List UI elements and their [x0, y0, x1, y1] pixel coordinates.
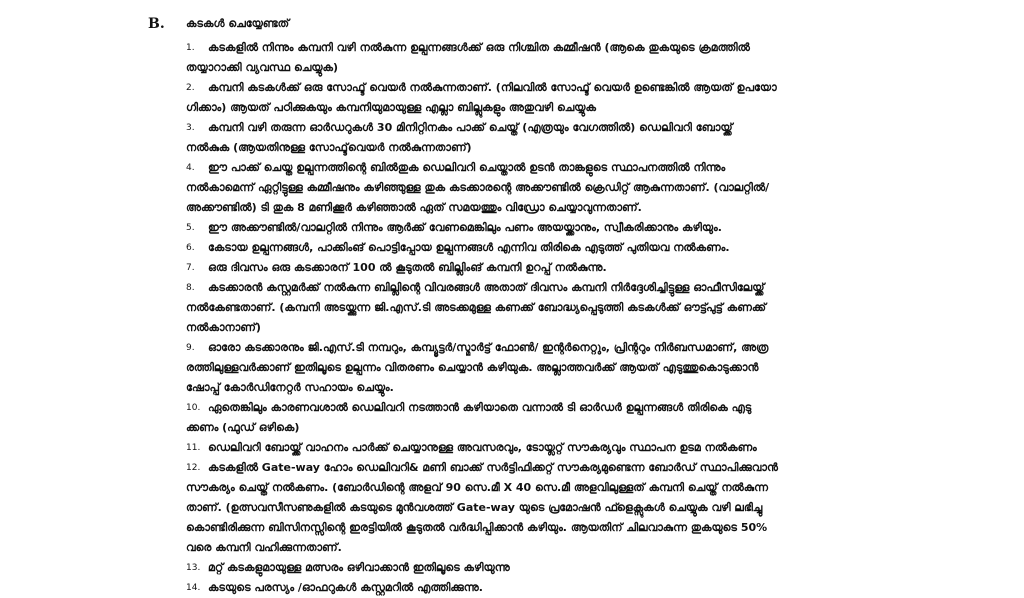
list-item [186, 578, 906, 598]
item-text-line: ഗിക്കാം) ആയത് പഠിക്കുകയും കമ്പനിയുമായുള്ള എല്ലാ ബില്ലുകളും അതുവഴി ചെയ്യുക [186, 101, 597, 114]
item-text-line: കൊണ്ടിരിക്കുന്ന ബിസിനസ്സിന്റെ ഇരട്ടിയിൽ കൂടുതൽ വർദ്ധിപ്പിക്കാൻ കഴിയും. ആയതിന് ചിലവാകുന്ന തുകയുടെ 50% [186, 521, 768, 534]
numbered-list [186, 38, 906, 598]
list-item [186, 78, 906, 118]
item-text [186, 118, 906, 158]
list-item [186, 158, 906, 218]
item-text-line: നൽകേണ്ടതാണ്. (കമ്പനി അടയ്ക്കുന്ന ജി.എസ്.ടി അടക്കമുള്ള കണക്ക് ബോദ്ധ്യപ്പെടുത്തി കടകൾക്ക് ഔട്ട്പുട്ട് കണക്ക് [186, 301, 766, 314]
item-number: 9. [186, 343, 195, 353]
list-item [186, 258, 906, 278]
item-number: 6. [186, 243, 195, 253]
item-text-line: തയ്യാറാക്കി വ്യവസ്ഥ ചെയ്യുക) [186, 61, 339, 74]
list-item [186, 398, 906, 438]
item-text-line: മറ്റ് കടകളുമായുള്ള മത്സരം ഒഴിവാക്കാൻ ഇതിലൂടെ കഴിയുന്നു [208, 561, 510, 574]
item-text [208, 438, 906, 458]
item-text-line: സൗകര്യം ചെയ്ത് നൽകണം. (ബോർഡിന്റെ അളവ് 90 സെ.മീ X 40 സെ.മീ അളവിലുള്ളത് കമ്പനി ചെയ്ത് നൽകുന്ന [186, 481, 768, 494]
item-text [208, 238, 906, 258]
item-number: 4. [186, 163, 195, 173]
list-item [186, 118, 906, 158]
item-text-line: ഈ അക്കൗണ്ടിൽ/വാലറ്റിൽ നിന്നും ആർക്ക് വേണമെങ്കിലും പണം അയയ്ക്കാനും, സ്വീകരിക്കാനും കഴിയും. [208, 221, 722, 234]
item-number: 5. [186, 223, 195, 233]
item-text-line: ഷോപ്പ് കോർഡിനേറ്റർ സഹായം ചെയ്യും. [186, 381, 394, 394]
list-item [186, 278, 906, 338]
item-text-line: ഓരോ കടക്കാരനും ജി.എസ്.ടി നമ്പറും, കമ്പ്യൂട്ടർ/സ്മാർട്ട് ഫോൺ/ ഇന്റർനെറ്റും, പ്രിന്ററും നിർബന്ധമാണ്, അത്ര [208, 341, 769, 354]
section-title: കടകൾ ചെയ്യേണ്ടത് [186, 17, 290, 30]
item-text-line: ഈ പാക്ക് ചെയ്ത ഉല്പന്നത്തിന്റെ ബിൽതുക ഡെലിവറി ചെയ്താൽ ഉടൻ താങ്കളുടെ സ്ഥാപനത്തിൽ നിന്നും [208, 161, 726, 174]
section-letter: B. [148, 16, 165, 32]
item-text [186, 38, 906, 78]
item-text-line: നൽകുക (ആയതിനുള്ള സോഫ്ട്‌വെയർ നൽകുന്നതാണ്) [186, 141, 472, 154]
item-number: 13. [186, 563, 201, 573]
item-text [208, 578, 906, 598]
item-number: 10. [186, 403, 201, 413]
list-item [186, 558, 906, 578]
item-text-line: രത്തിലുള്ളവർക്കാണ് ഇതിലൂടെ ഉല്പന്നം വിതരണം ചെയ്യാൻ കഴിയുക. അല്ലാത്തവർക്ക് ആയത് എടുത്തുകൊടുക്കാൻ [186, 361, 759, 374]
item-text-line: കടകളിൽ Gate-way ഹോം ഡെലിവറി& മണി ബാക്ക് സർട്ടിഫിക്കറ്റ് സൗകര്യമുണ്ടെന്ന ബോർഡ് സ്ഥാപിക്കുവാൻ [208, 461, 778, 474]
item-number: 3. [186, 123, 195, 133]
item-text [208, 218, 906, 238]
item-text-line: വരെ കമ്പനി വഹിക്കുന്നതാണ്. [186, 541, 342, 554]
item-number: 7. [186, 263, 195, 273]
item-text-line: ഏതെങ്കിലും കാരണവശാൽ ഡെലിവറി നടത്താൻ കഴിയാതെ വന്നാൽ ടി ഓർഡർ ഉല്പന്നങ്ങൾ തിരികെ എടു [208, 401, 752, 414]
item-number: 14. [186, 583, 201, 593]
item-text [208, 558, 906, 578]
list-item [186, 458, 906, 558]
item-text-line: കേടായ ഉല്പന്നങ്ങൾ, പാക്കിംങ് പൊട്ടിപ്പോയ ഉല്പന്നങ്ങൾ എന്നിവ തിരികെ എടുത്ത് പുതിയവ നൽകണം. [208, 241, 730, 254]
item-number: 1. [186, 43, 195, 53]
list-item [186, 438, 906, 458]
item-number: 11. [186, 443, 201, 453]
list-item [186, 218, 906, 238]
list-item [186, 338, 906, 398]
item-text [186, 158, 906, 218]
item-text [208, 258, 906, 278]
item-text-line: അക്കൗണ്ടിൽ) ടി തുക 8 മണിക്കൂർ കഴിഞ്ഞാൽ ഏത് സമയത്തും വിഡ്രോ ചെയ്യാവുന്നതാണ്. [186, 201, 642, 214]
item-number: 12. [186, 463, 201, 473]
item-text-line: ക്കണം (ഫുഡ് ഒഴികെ) [186, 421, 300, 434]
item-number: 2. [186, 83, 195, 93]
section-heading [148, 13, 289, 35]
item-text [186, 78, 906, 118]
item-text-line: കമ്പനി വഴി തരുന്ന ഓർഡറുകൾ 30 മിനിറ്റിനകം പാക്ക് ചെയ്ത് (എത്രയും വേഗത്തിൽ) ഡെലിവറി ബോയ്ക്ക് [208, 121, 733, 134]
item-text-line: നൽകാനാണ്) [186, 321, 261, 334]
item-text-line: ഒരു ദിവസം ഒരു കടക്കാരന് 100 ൽ കൂടുതൽ ബില്ലിംങ് കമ്പനി ഉറപ്പ് നൽകുന്നു. [208, 261, 607, 274]
item-text-line: കടക്കാരൻ കസ്റ്റമർക്ക് നൽകുന്ന ബില്ലിന്റെ വിവരങ്ങൾ അതാത് ദിവസം കമ്പനി നിർദ്ദേശിച്ചിട്ടുള്ള ഓഫീസിലേയ്ക്ക് [208, 281, 765, 294]
item-text [186, 278, 906, 338]
item-number: 8. [186, 283, 195, 293]
item-text-line: ഡെലിവറി ബോയ്ക്ക് വാഹനം പാർക്ക് ചെയ്യാനുള്ള അവസരവും, ടോയ്ലറ്റ് സൗകര്യവും സ്ഥാപന ഉടമ നൽകണം [208, 441, 757, 454]
item-text-line: കമ്പനി കടകൾക്ക് ഒരു സോഫ്ട് വെയർ നൽകുന്നതാണ്. (നിലവിൽ സോഫ്ട് വെയർ ഉണ്ടെങ്കിൽ ആയത് ഉപയോ [208, 81, 777, 94]
list-item [186, 238, 906, 258]
list-item [186, 38, 906, 78]
item-text-line: കടയുടെ പരസ്യം /ഓഫറുകൾ കസ്റ്റമറിൽ എത്തിക്കുന്നു. [208, 581, 483, 594]
item-text [186, 338, 906, 398]
item-text-line: താണ്. (ഉത്സവസീസണുകളിൽ കടയുടെ മുൻവശത്ത് Gate-way യുടെ പ്രമോഷൻ ഫ്ളെക്സുകൾ ചെയ്യുക വഴി ലഭിച്ചു [186, 501, 763, 514]
item-text-line: കടകളിൽ നിന്നും കമ്പനി വഴി നൽകുന്ന ഉല്പന്നങ്ങൾക്ക് ഒരു നിശ്ചിത കമ്മീഷൻ (ആകെ തുകയുടെ ക്രമത്തിൽ [208, 41, 750, 54]
item-text-line: നൽകാമെന്ന് ഏറ്റിട്ടുള്ള കമ്മീഷനും കഴിഞ്ഞുള്ള തുക കടക്കാരന്റെ അക്കൗണ്ടിൽ ക്രെഡിറ്റ് ആകുന്നതാണ്. (വാലറ്റിൽ/ [186, 181, 770, 194]
